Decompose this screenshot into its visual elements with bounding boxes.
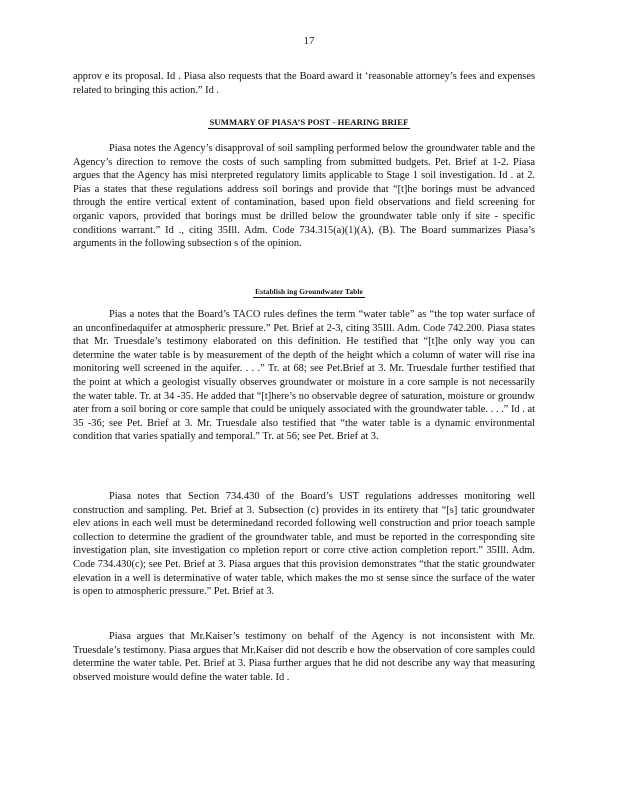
section-heading-groundwater [0, 285, 618, 299]
page-number: 17 [303, 35, 315, 47]
paragraph-water-table: Pias a notes that the Board’s TACO rules defines the term “water table” as “the top water surface of an unconfinedaquifer at atmospheric pressure.” Pet. Brief at 2-3, citing 35Ill. Adm. Code 742.200. Piasa states that Mr. Truesdale’s testimony elaborated on this definition. He testified that “[t]he only way you can determine the water table is by measurement of the depth of the height which a column of water will rise ina monitoring well screened in the aquifer. . . .” Tr. at 68; see Pet.Brief at 3. Mr. Truesdale further testified that the point at which a geologist visually observes groundwater or moisture in a core sample is not necessarily the water table. Tr. at 34 -35. He added that “[t]here’s no observable degree of saturation, moisture or groundw ater from a soil boring or core sample that could be uniquely associated with the groundwater table. . . .” Id . at 35 -36; see Pet. Brief at 3. Mr. Truesdale also testified that “the water table is a dynamic environmental condition that varies spatially and temporal.” Tr. at 56; see Pet. Brief at 3. [73, 309, 535, 443]
section-heading-summary-text: SUMMARY OF PIASA’S POST - HEARING BRIEF [209, 117, 409, 127]
paragraph-kaiser-testimony: Piasa argues that Mr.Kaiser’s testimony on behalf of the Agency is not inconsistent with Mr. Truesdale’s testimony. Piasa argues that Mr.Kaiser did not describ e how the observation of core samples could determine the water table. Pet. Brief at 3. Piasa further argues that he did not describe any way that measuring observed moisture would define the water table. Id . [73, 631, 535, 683]
section-heading-summary [0, 116, 618, 130]
paragraph-continuation: approv e its proposal. Id . Piasa also requests that the Board award it ‘reasonable attorney’s fees and expenses related to bringing this action.” Id . [73, 71, 535, 96]
section-heading-groundwater-text: Establish ing Groundwater Table [255, 287, 363, 296]
paragraph-soil-sampling: Piasa notes the Agency’s disapproval of soil sampling performed below the groundwater table and the Agency’s direction to remove the costs of such sampling from submitted budgets. Pet. Brief at 1-2. Piasa argues that the Agency has misi nterpreted regulatory limits applicable to Stage 1 soil investigation. Id . at 2. Pias a states that these regulations address soil borings and provide that “[t]he borings must be advanced through the entire vertical extent of contamination, based upon field observations and field screening for organic vapors, provided that borings must be drilled below the groundwater table only if site - specific conditions warrant.” Id ., citing 35Ill. Adm. Code 734.315(a)(1)(A), (B). The Board summarizes Piasa’s arguments in the following subsection s of the opinion. [73, 143, 535, 250]
paragraph-ust-regulations: Piasa notes that Section 734.430 of the Board’s UST regulations addresses monitoring well construction and sampling. Pet. Brief at 3. Subsection (c) provides in its entirety that “[s] tatic groundwater elev ations in each well must be determinedand recorded following well construction and prior toeach sample collection to determine the gradient of the groundwater table, and must be reported in the corresponding site investigation plan, site investigation co mpletion report or corre ctive action completion report.” 35Ill. Adm. Code 734.430(c); see Pet. Brief at 3. Piasa argues that this provision demonstrates “that the static groundwater elevation in a well is determinative of water table, which makes the mo st sense since the surface of the water is open to atmospheric pressure.” Pet. Brief at 3. [73, 491, 535, 598]
